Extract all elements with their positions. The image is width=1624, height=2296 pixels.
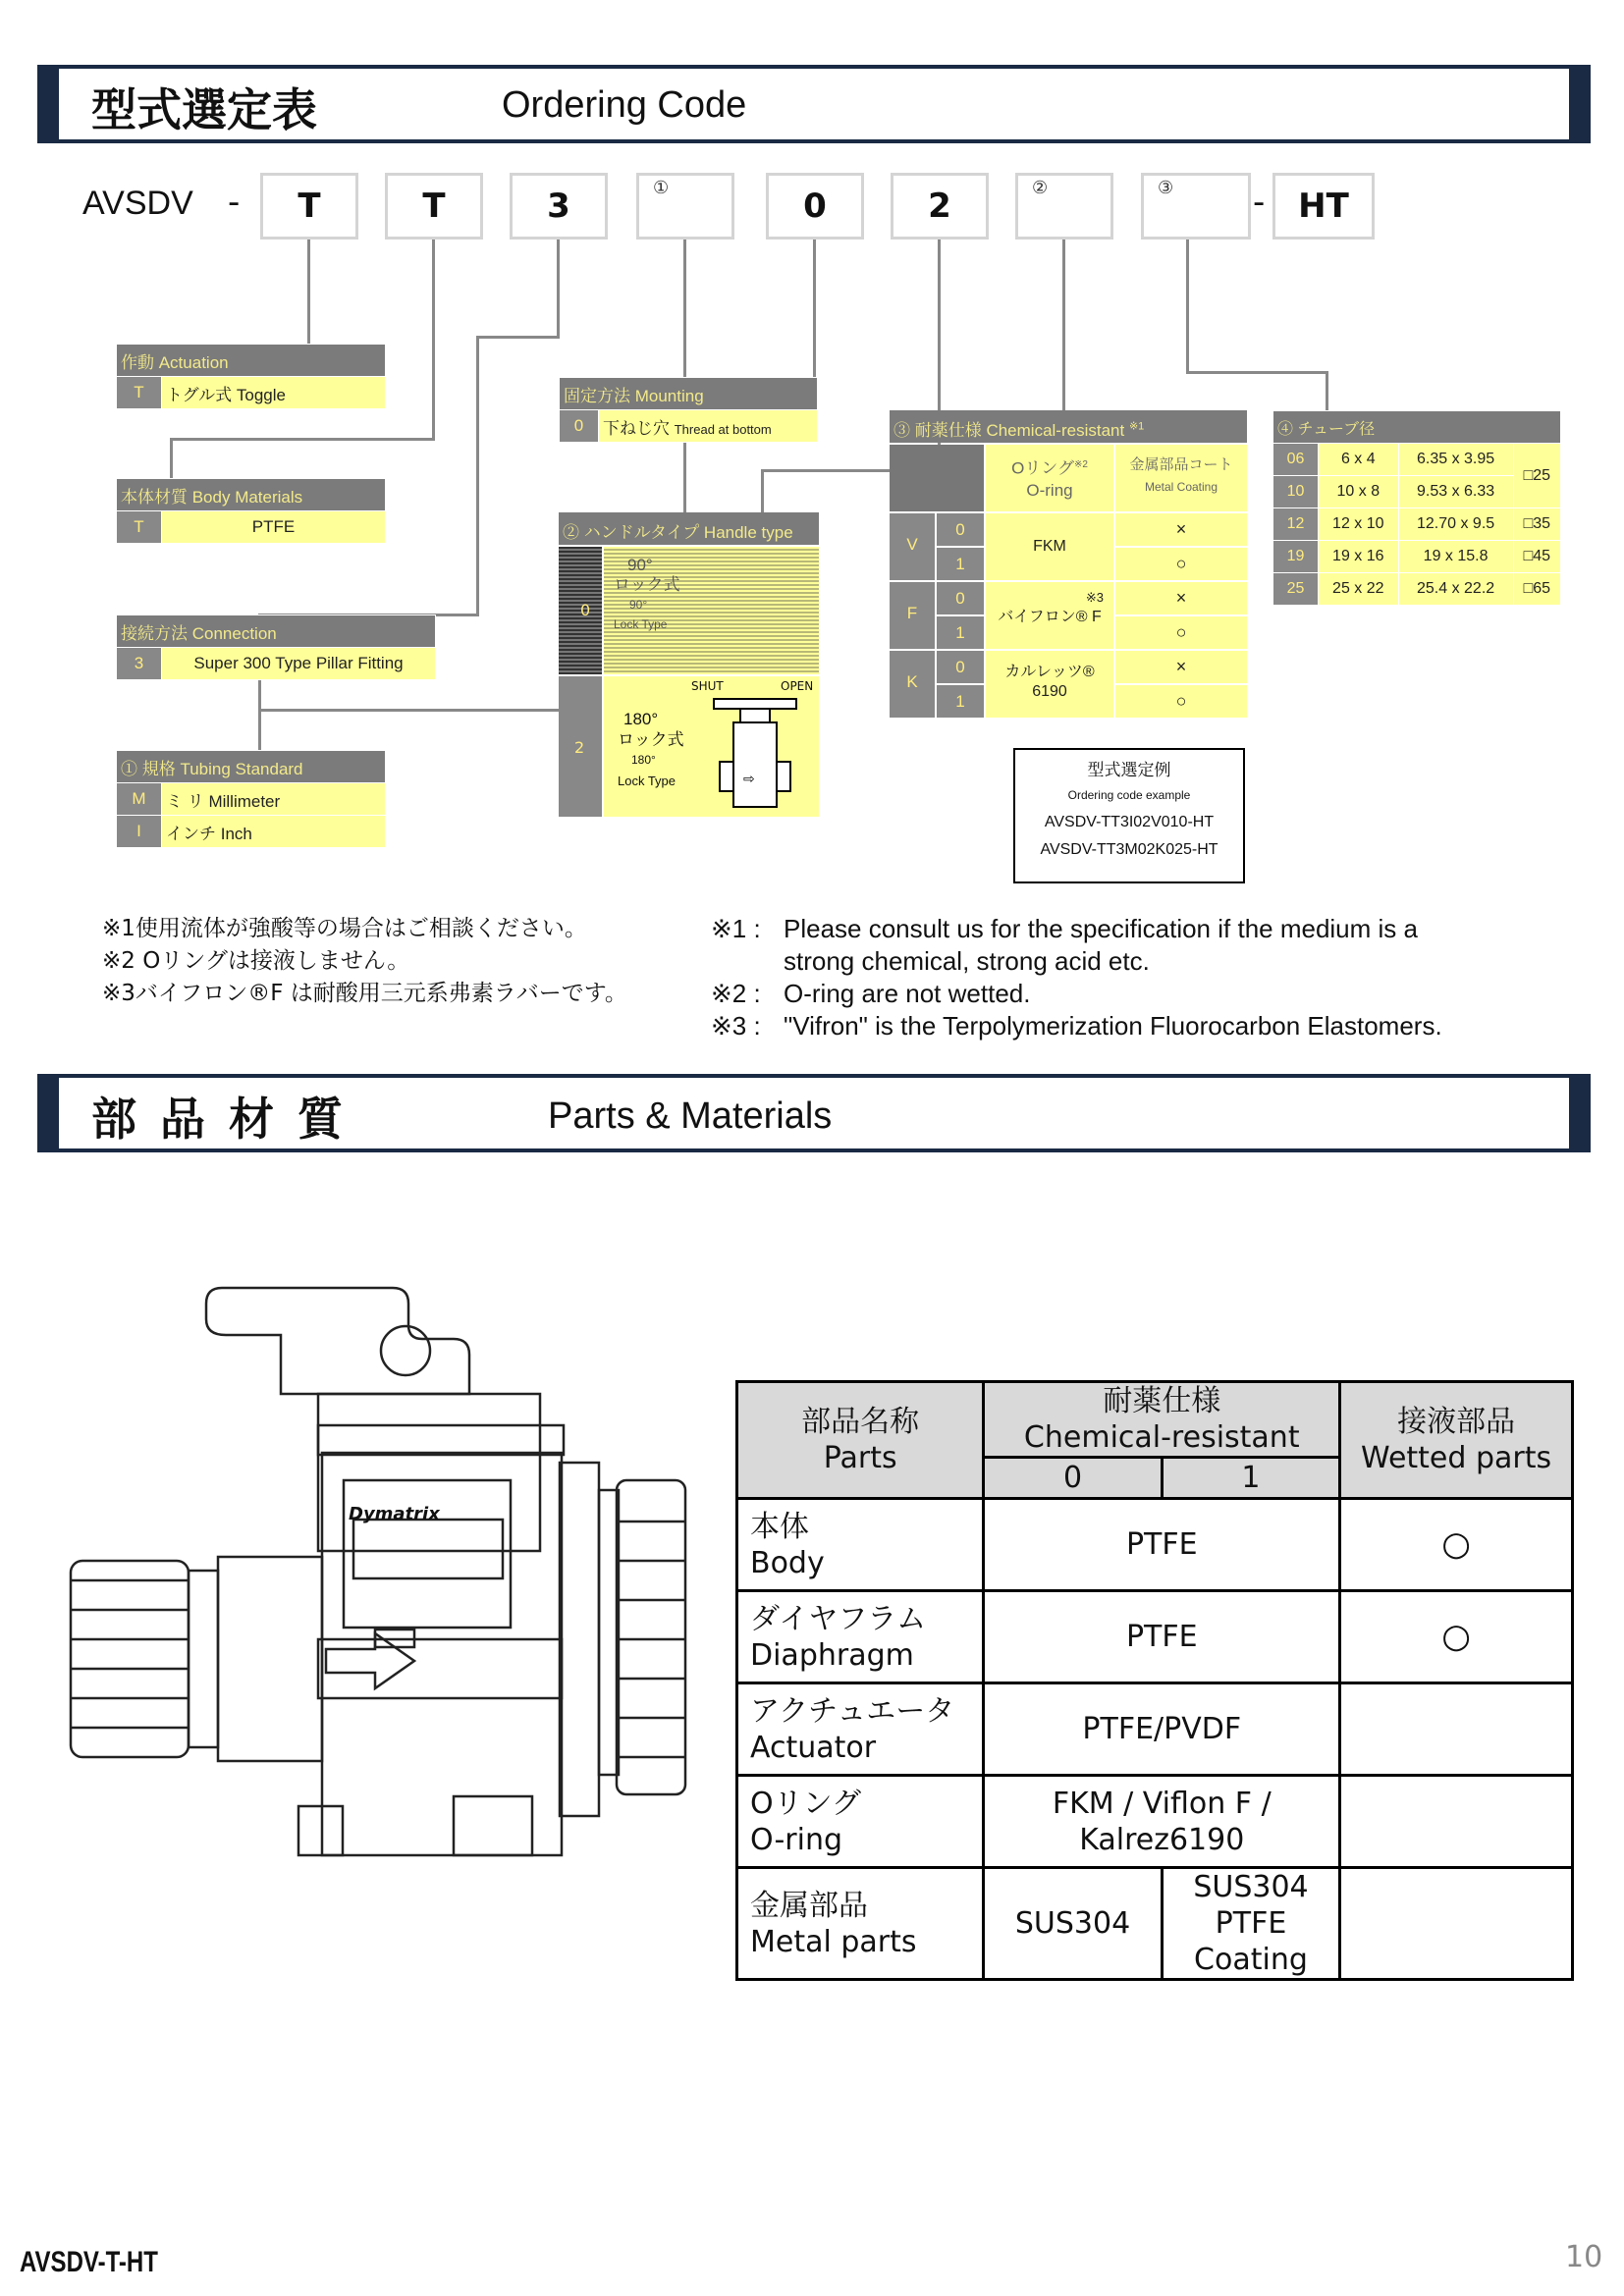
part-wetted	[1340, 1868, 1573, 1980]
tubing-text: インチ Inch	[162, 816, 386, 848]
tube-code: 06	[1273, 444, 1319, 476]
connection-text: Super 300 Type Pillar Fitting	[162, 648, 436, 680]
chem-col-metal: 金属部品コート Metal Coating	[1115, 445, 1247, 511]
connection-code: 3	[117, 648, 162, 680]
part-wetted: ○	[1340, 1499, 1573, 1591]
part-material-0: SUS304	[984, 1868, 1162, 1980]
tube-inch: 25.4 x 22.2	[1398, 573, 1513, 606]
actuation-text: トグル式 Toggle	[162, 377, 386, 409]
tube-mm: 12 x 10	[1319, 508, 1399, 541]
example-line: AVSDV-TT3M02K025-HT	[1040, 841, 1218, 858]
chem-code: F	[890, 582, 935, 649]
ordering-title-jp: 型式選定表	[91, 83, 317, 136]
tubing-text: ミ リ Millimeter	[162, 783, 386, 816]
actuation-code: T	[117, 377, 162, 409]
tube-inch: 19 x 15.8	[1398, 541, 1513, 573]
chem-mark: ×	[1115, 513, 1247, 546]
handle-header: ② ハンドルタイプ Handle type	[559, 512, 819, 545]
tube-sq: □45	[1513, 541, 1560, 573]
body-text: PTFE	[162, 511, 386, 544]
example-line: AVSDV-TT3I02V010-HT	[1044, 814, 1215, 830]
valve-drawing	[69, 1276, 717, 1963]
actuation-header: 作動 Actuation	[117, 345, 386, 377]
tube-sq: □35	[1513, 508, 1560, 541]
code-box-body: T	[385, 173, 483, 240]
part-wetted	[1340, 1683, 1573, 1776]
chem-sub: 1	[937, 548, 984, 580]
tubing-header: ① 規格 Tubing Standard	[117, 751, 386, 783]
notes-en: ※1 : Please consult us for the specification if the medium is a strong chemical, strong acid etc. ※2 : O-ring are not wetted. ※3 : "Vifron" is the Terpolymerization Fluorocarbon Elastomers.	[711, 914, 1442, 1041]
chem-col-oring: Oリング$^{※2}$ O-ring	[986, 445, 1113, 511]
parts-title-jp: 部 品 材 質	[91, 1093, 348, 1146]
notes-jp: ※1使用流体が強酸等の場合はご相談ください。 ※2 Oリングは接液しません。 ※3バイフロン®F は耐酸用三元系弗素ラバーです。	[102, 916, 627, 1006]
tube-table	[1272, 410, 1561, 606]
mounting-table	[559, 377, 818, 443]
tube-inch: 9.53 x 6.33	[1398, 476, 1513, 508]
handle-table	[559, 512, 819, 817]
brand-logo: Dymatrix	[349, 1504, 440, 1524]
code-box-chemical: ③	[1141, 173, 1251, 240]
code-box-actuation: T	[260, 173, 358, 240]
chem-mark: ○	[1115, 616, 1247, 649]
body-header: 本体材質 Body Materials	[117, 479, 386, 511]
part-name: ダイヤフラム Diaphragm	[737, 1591, 984, 1683]
ordering-example-box	[1013, 748, 1245, 883]
code-prefix: AVSDV	[82, 185, 193, 222]
chem-sub: 0	[937, 582, 984, 614]
mounting-code: 0	[560, 410, 599, 443]
parts-col-1: 1	[1162, 1458, 1339, 1499]
chem-material: FKM	[986, 513, 1113, 580]
chem-code: K	[890, 651, 935, 718]
handle-valve-icon	[706, 689, 814, 817]
handle-90-label: 90° ロック式 90° Lock Type	[614, 556, 680, 631]
chem-sub: 0	[937, 513, 984, 546]
body-code: T	[117, 511, 162, 544]
footer-model: AVSDV-T-HT	[20, 2246, 158, 2278]
mounting-header: 固定方法 Mounting	[560, 378, 818, 410]
chem-mark: ×	[1115, 651, 1247, 683]
open-label: OPEN	[781, 679, 814, 693]
actuation-table	[116, 344, 386, 409]
code-box-handle: 2	[891, 173, 989, 240]
part-name: 金属部品 Metal parts	[737, 1868, 984, 1980]
part-wetted	[1340, 1776, 1573, 1868]
tube-code: 12	[1273, 508, 1319, 541]
tube-code: 10	[1273, 476, 1319, 508]
tube-inch: 6.35 x 3.95	[1398, 444, 1513, 476]
chemical-table	[890, 410, 1247, 717]
tube-mm: 19 x 16	[1319, 541, 1399, 573]
connection-table	[116, 614, 436, 680]
part-material: FKM / Viflon F / Kalrez6190	[984, 1776, 1340, 1868]
part-name: 本体 Body	[737, 1499, 984, 1591]
part-name: Oリング O-ring	[737, 1776, 984, 1868]
parts-title-en: Parts & Materials	[548, 1095, 833, 1137]
parts-col-chem: 耐薬仕様 Chemical-resistant	[984, 1382, 1340, 1458]
shut-label: SHUT	[691, 679, 724, 693]
parts-table	[735, 1380, 1574, 1981]
chem-sub: 0	[937, 651, 984, 683]
body-table	[116, 478, 386, 544]
part-material: PTFE	[984, 1499, 1340, 1591]
part-material: PTFE/PVDF	[984, 1683, 1340, 1776]
tube-mm: 25 x 22	[1319, 573, 1399, 606]
example-subtitle: Ordering code example	[1067, 788, 1191, 802]
part-name: アクチュエータ Actuator	[737, 1683, 984, 1776]
parts-header	[37, 1074, 1591, 1152]
tube-inch: 12.70 x 9.5	[1398, 508, 1513, 541]
part-material-1: SUS304 PTFE Coating	[1162, 1868, 1339, 1980]
chem-mark: ○	[1115, 548, 1247, 580]
tube-code: 25	[1273, 573, 1319, 606]
chem-material: ※3 バイフロン® F	[986, 582, 1113, 649]
parts-col-0: 0	[984, 1458, 1162, 1499]
code-box-handle-type: ②	[1015, 173, 1113, 240]
parts-col-name: 部品名称 Parts	[737, 1382, 984, 1499]
ordering-code-header	[37, 65, 1591, 143]
page-number: 10	[1565, 2240, 1603, 2274]
tubing-table	[116, 750, 386, 848]
ordering-title-en: Ordering Code	[502, 84, 747, 126]
code-box-mounting: 0	[766, 173, 864, 240]
code-box-suffix: HT	[1272, 173, 1375, 240]
handle-code-2: 2	[574, 738, 585, 757]
tubing-code: M	[117, 783, 162, 816]
code-dash: -	[228, 183, 241, 222]
parts-col-wetted: 接液部品 Wetted parts	[1340, 1382, 1573, 1499]
chem-sub: 1	[937, 685, 984, 718]
tube-mm: 10 x 8	[1319, 476, 1399, 508]
tube-mm: 6 x 4	[1319, 444, 1399, 476]
example-title: 型式選定例	[1087, 761, 1171, 779]
mounting-text: 下ねじ穴	[603, 418, 670, 438]
mounting-text-en: Thread at bottom	[674, 421, 772, 437]
code-box-connection: 3	[510, 173, 608, 240]
part-wetted: ○	[1340, 1591, 1573, 1683]
part-material: PTFE	[984, 1591, 1340, 1683]
chem-material: カルレッツ® 6190	[986, 651, 1113, 718]
chem-mark: ○	[1115, 685, 1247, 718]
tube-code: 19	[1273, 541, 1319, 573]
connection-header: 接続方法 Connection	[117, 615, 436, 648]
tube-header: ④ チューブ径	[1273, 411, 1561, 444]
tube-sq: □65	[1513, 573, 1560, 606]
tube-sq: □25	[1513, 444, 1560, 508]
code-box-tubing: ①	[636, 173, 734, 240]
chem-code: V	[890, 513, 935, 580]
chem-mark: ×	[1115, 582, 1247, 614]
chem-header: ③ 耐薬仕様 Chemical-resistant $^{※1}$	[890, 410, 1247, 443]
chem-sub: 1	[937, 616, 984, 649]
handle-180-label: 180° ロック式 180° Lock Type	[618, 710, 684, 788]
svg-text:⇨: ⇨	[743, 772, 755, 787]
tubing-code: I	[117, 816, 162, 848]
handle-code-0: 0	[580, 601, 591, 619]
code-dash-2: -	[1253, 183, 1266, 222]
